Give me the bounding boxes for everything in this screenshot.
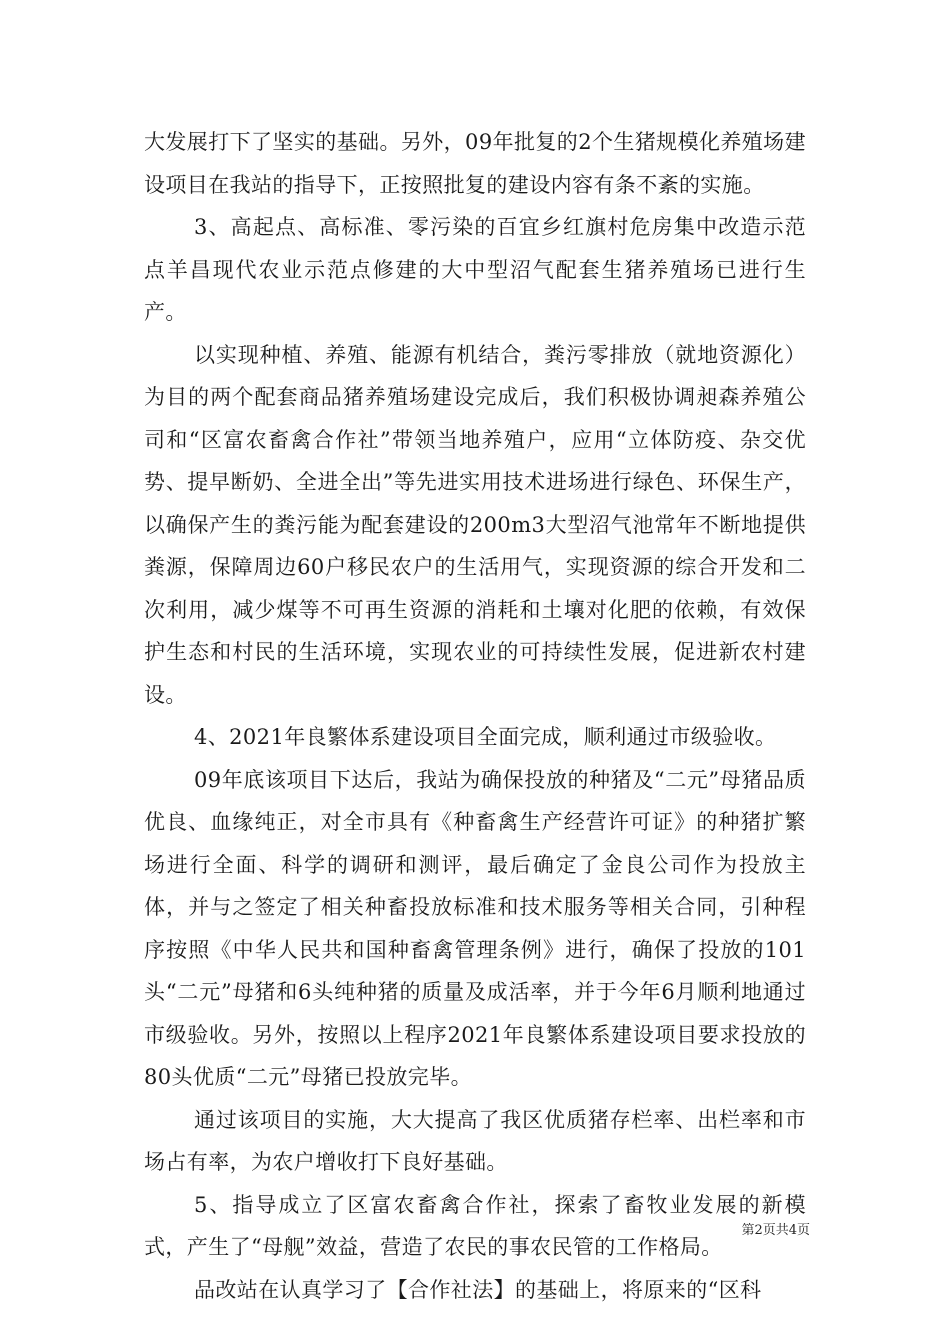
paragraph-6: 通过该项目的实施，大大提高了我区优质猪存栏率、出栏率和市场占有率，为农户增收打下良好基础。 xyxy=(144,1107,806,1174)
paragraph-3: 以实现种植、养殖、能源有机结合，粪污零排放（就地资源化）为目的两个配套商品猪养殖场建设完成后，我们积极协调昶森养殖公司和“区富农畜禽合作社”带领当地养殖户，应用“立体防疫、杂交优势、提早断奶、全进全出”等先进实用技术进场进行绿色、环保生产，以确保产生的粪污能为配套建设的200m3大型沼气池常年不断地提供粪源，保障周边60户移民农户的生活用气，实现资源的综合开发和二次利用，减少煤等不可再生资源的消耗和土壤对化肥的依赖，有效保护生态和村民的生活环境，实现农业的可持续性发展，促进新农村建设。 xyxy=(144,342,806,707)
document-body xyxy=(144,121,806,1311)
paragraph-5: 09年底该项目下达后，我站为确保投放的种猪及“二元”母猪品质优良、血缘纯正，对全市具有《种畜禽生产经营许可证》的种猪扩繁场进行全面、科学的调研和测评，最后确定了金良公司作为投放主体，并与之签定了相关种畜投放标准和技术服务等相关合同，引种程序按照《中华人民共和国种畜禽管理条例》进行，确保了投放的101头“二元”母猪和6头纯种猪的质量及成活率，并于今年6月顺利地通过市级验收。另外，按照以上程序2021年良繁体系建设项目要求投放的80头优质“二元”母猪已投放完毕。 xyxy=(144,767,806,1089)
paragraph-4: 4、2021年良繁体系建设项目全面完成，顺利通过市级验收。 xyxy=(194,725,777,749)
paragraph-7: 5、指导成立了区富农畜禽合作社，探索了畜牧业发展的新模式，产生了“母舰”效益，营造了农民的事农民管的工作格局。 xyxy=(144,1192,806,1259)
paragraph-1: 大发展打下了坚实的基础。另外，09年批复的2个生猪规模化养殖场建设项目在我站的指导下，正按照批复的建设内容有条不紊的实施。 xyxy=(144,130,806,197)
page-number-footer: 第2页共4页 xyxy=(741,1223,810,1238)
paragraph-8: 品改站在认真学习了【合作社法】的基础上，将原来的“区科 xyxy=(194,1277,762,1302)
paragraph-2: 3、高起点、高标准、零污染的百宜乡红旗村危房集中改造示范点羊昌现代农业示范点修建的大中型沼气配套生猪养殖场已进行生产。 xyxy=(144,215,806,324)
